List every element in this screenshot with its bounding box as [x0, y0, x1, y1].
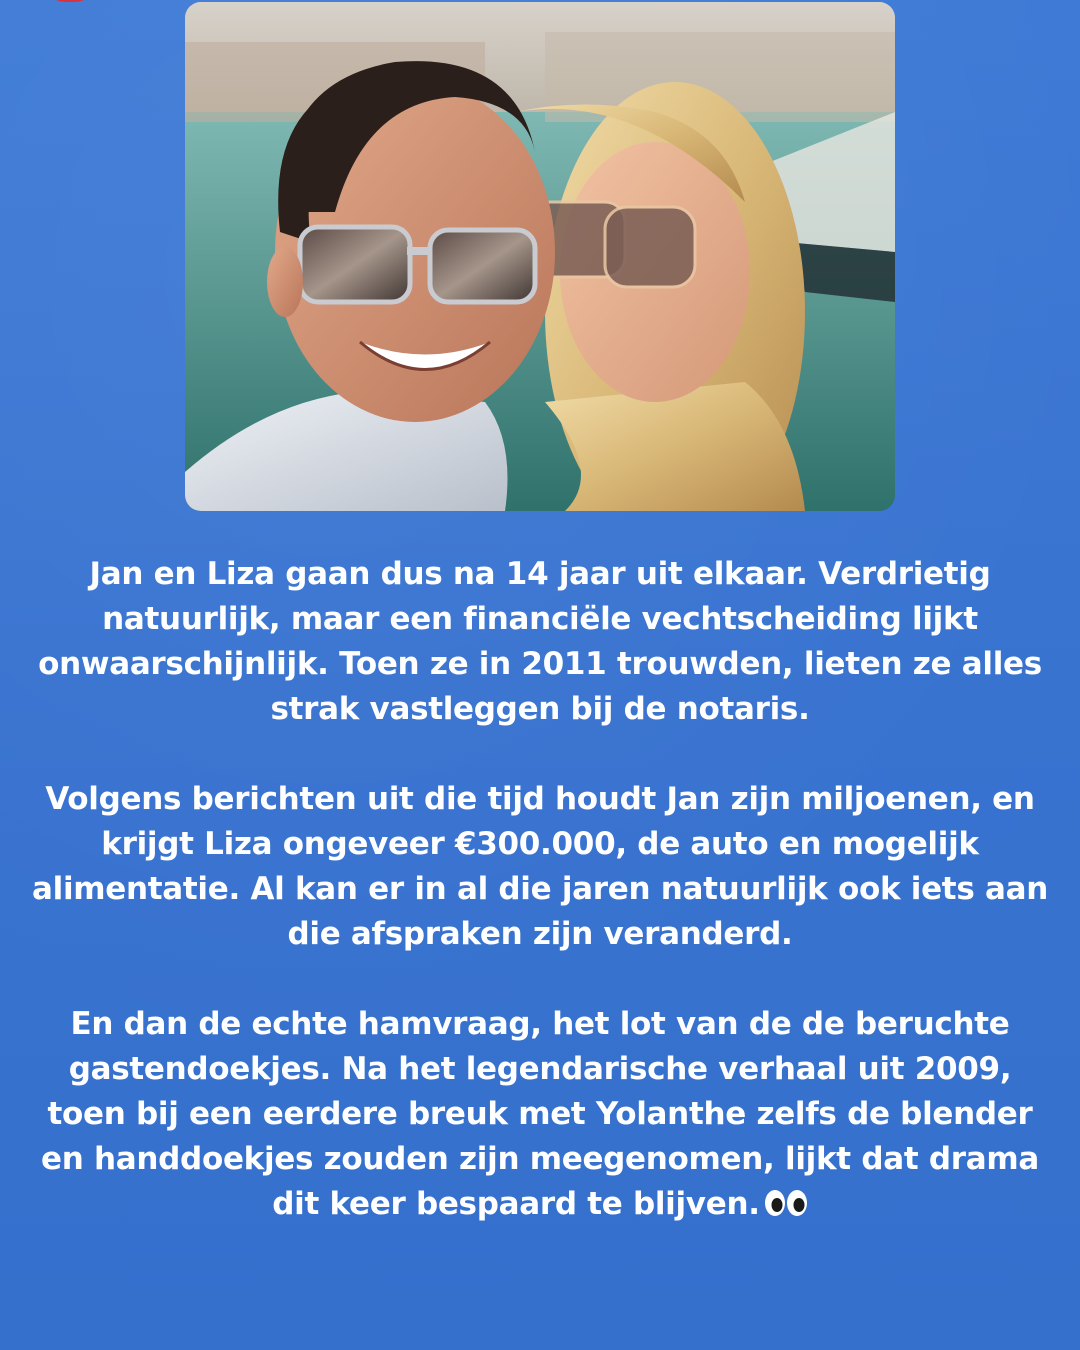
photo-illustration	[185, 2, 895, 511]
caption-paragraph: Jan en Liza gaan dus na 14 jaar uit elkaar. Verdrietig natuurlijk, maar een financiële vechtscheiding lijkt onwaarschijnlijk. Toen ze in 2011 trouwden, lieten ze alles strak vastleggen bij de notaris.	[38, 556, 1042, 727]
caption-paragraph: Volgens berichten uit die tijd houdt Jan zijn miljoenen, en krijgt Liza ongeveer €300.000, de auto en mogelijk alimentatie. Al kan er in al die jaren natuurlijk ook iets aan die afspraken zijn veranderd.	[32, 781, 1048, 952]
profile-avatar-ring[interactable]	[45, 0, 95, 2]
caption-paragraph	[25, 1002, 1055, 1230]
caption-paragraph-text: En dan de echte hamvraag, het lot van de de beruchte gastendoekjes. Na het legendarische verhaal uit 2009, toen bij een eerdere breuk met Yolanthe zelfs de blender en handdoekjes zouden zijn meegenomen, lijkt dat drama dit keer bespaard te blijven.	[41, 1006, 1039, 1222]
story-caption	[25, 552, 1055, 1275]
eyes-icon	[764, 1185, 808, 1230]
couple-selfie-photo	[185, 2, 895, 511]
